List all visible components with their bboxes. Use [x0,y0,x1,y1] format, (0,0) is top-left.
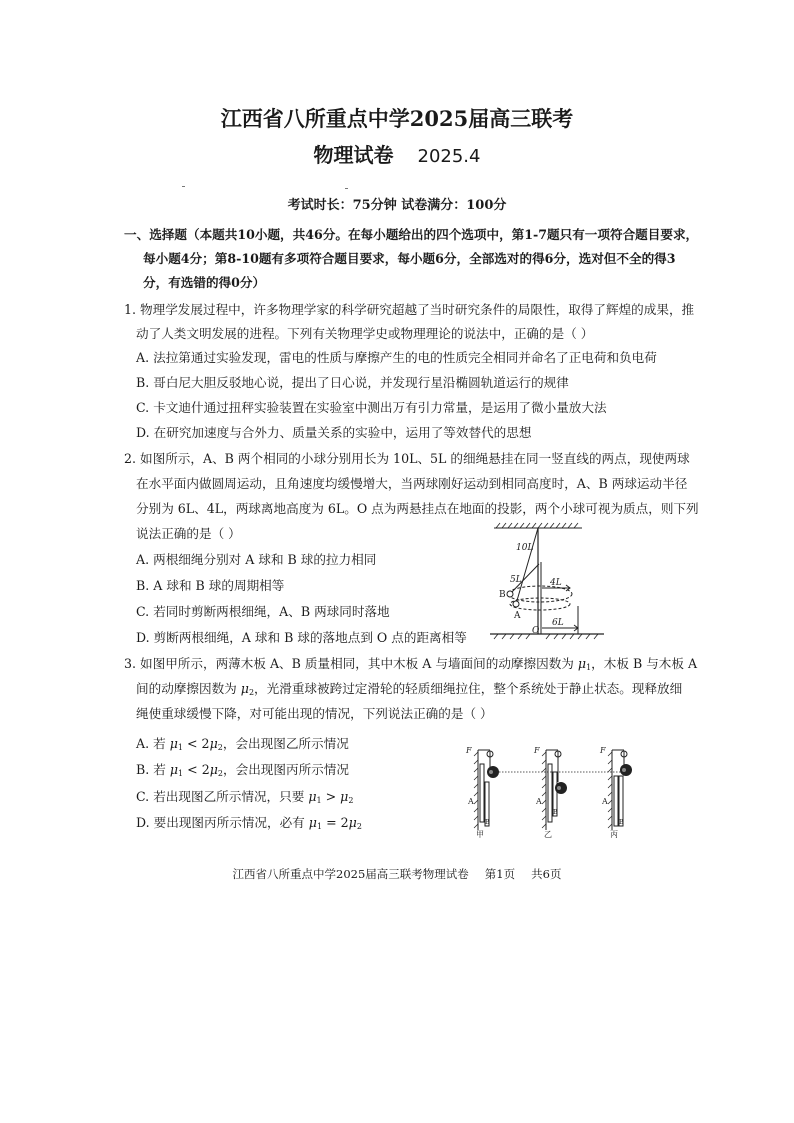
label-4l: 4L [550,578,562,588]
plate-b-label: B [553,809,558,816]
q3-option-d: D. 要出现图丙所示情况，必有 $\mu_1 = 2\mu_2$ [136,815,362,831]
q1-option-a: A. 法拉第通过实验发现，雷电的性质与摩擦产生的电的性质完全相同并命名了正电荷和负电荷 [136,350,657,365]
panel-jia [474,750,493,830]
plate-a-label: A [468,797,474,806]
q3-option-b: B. 若 $\mu_1 < 2\mu_2$，会出现图丙所示情况 [136,762,349,778]
footer-page: 第1页 [484,867,516,881]
q1-stem-line: 1. 物理学发展过程中，许多物理学家的科学研究超越了当时研究条件的局限性，取得了辉煌的成果，推 [124,302,695,317]
q2-stem-line: 分别为 6L、4L，两球离地高度为 6L。O 点为两悬挂点在地面的投影，两个小球可视为质点，则下列 [136,501,699,516]
scan-speck [182,186,185,187]
label-5l: 5L [510,575,522,585]
q3-option-c: C. 若出现图乙所示情况，只要 $\mu_1 > \mu_2$ [136,789,354,805]
q1-option-d: D. 在研究加速度与合外力、质量关系的实验中，运用了等效替代的思想 [136,425,532,440]
scan-speck [345,188,348,189]
section-instruction-line: 每小题4分；第8-10题有多项符合题目要求，每小题6分，全部选对的得6分，选对但不全的得3 [143,251,676,266]
q2-stem-line: 在水平面内做圆周运动，且角速度均缓慢增大，当两球刚好运动到相同高度时，A、B 两球运动半径 [136,476,688,491]
exam-date: 2025.4 [417,146,481,167]
plate-b-label: B [485,819,490,826]
q2-stem-line: 2. 如图所示，A、B 两个相同的小球分别用长为 10L、5L 的细绳悬挂在同一竖直线的两点，现使两球 [124,451,690,466]
q1-option-c: C. 卡文迪什通过扭秤实验装置在实验室中测出万有引力常量，是运用了微小量放大法 [136,400,607,415]
footer-total: 共6页 [531,867,562,881]
section-instruction-line: 一、选择题（本题共10小题，共46分。在每小题给出的四个选项中，第1-7题只有一项符合题目要求， [124,227,699,242]
footer-title: 江西省八所重点中学2025届高三联考物理试卷 [232,867,469,881]
panel-label-jia: 甲 [476,830,484,838]
panel-bing [608,750,627,830]
q2-option-b: B. A 球和 B 球的周期相等 [136,578,285,593]
section-instruction-line: 分，有选错的得0分） [143,275,266,290]
label-a: A [514,611,521,621]
exam-title: 江西省八所重点中学2025届高三联考 [220,106,574,131]
label-10l: 10L [516,543,534,553]
q1-stem-line: 动了人类文明发展的进程。下列有关物理学史或物理理论的说法中，正确的是（ ） [136,326,594,341]
label-6l: 6L [552,618,564,628]
ball-b [507,591,513,597]
plate-a-label: A [536,797,542,806]
exam-info: 考试时长：75分钟 试卷满分：100分 [287,198,507,213]
exam-subtitle-row [0,139,794,168]
q1-option-b: B. 哥白尼大胆反驳地心说，提出了日心说，并发现行星沿椭圆轨道运行的规律 [136,375,569,390]
q2-stem-line: 说法正确的是（ ） [136,526,241,541]
q2-option-d: D. 剪断两根细绳，A 球和 B 球的落地点到 O 点的距离相等 [136,630,467,645]
q2-pendulum-figure [486,522,610,644]
q2-option-c: C. 若同时剪断两根细绳，A、B 两球同时落地 [136,604,390,619]
force-label-yi: F [534,746,540,755]
q3-stem-line: 3. 如图甲所示，两薄木板 A、B 质量相同，其中木板 A 与墙面间的动摩擦因数为 $\mu_1$，木板 B 与木板 A [124,656,698,672]
ball-a [513,601,519,607]
plate-b-label: B [619,819,624,826]
force-label-jia: F [466,746,472,755]
panel-label-yi: 乙 [544,830,552,838]
force-label-bing: F [600,746,606,755]
panel-label-bing: 丙 [610,830,618,838]
label-o: O [532,626,540,636]
exam-subject: 物理试卷 [313,143,394,167]
label-b: B [499,590,506,600]
plate-a-label: A [602,797,608,806]
q3-plates-figure [460,742,660,838]
q3-stem-line: 绳使重球缓慢下降，对可能出现的情况，下列说法正确的是（ ） [136,706,493,721]
q3-option-a: A. 若 $\mu_1 < 2\mu_2$，会出现图乙所示情况 [136,736,349,752]
q3-stem-line: 间的动摩擦因数为 $\mu_2$，光滑重球被跨过定滑轮的轻质细绳拉住，整个系统处于静止状态。现释放细 [136,681,683,697]
page-footer [0,866,794,882]
q2-option-a: A. 两根细绳分别对 A 球和 B 球的拉力相同 [136,552,377,567]
